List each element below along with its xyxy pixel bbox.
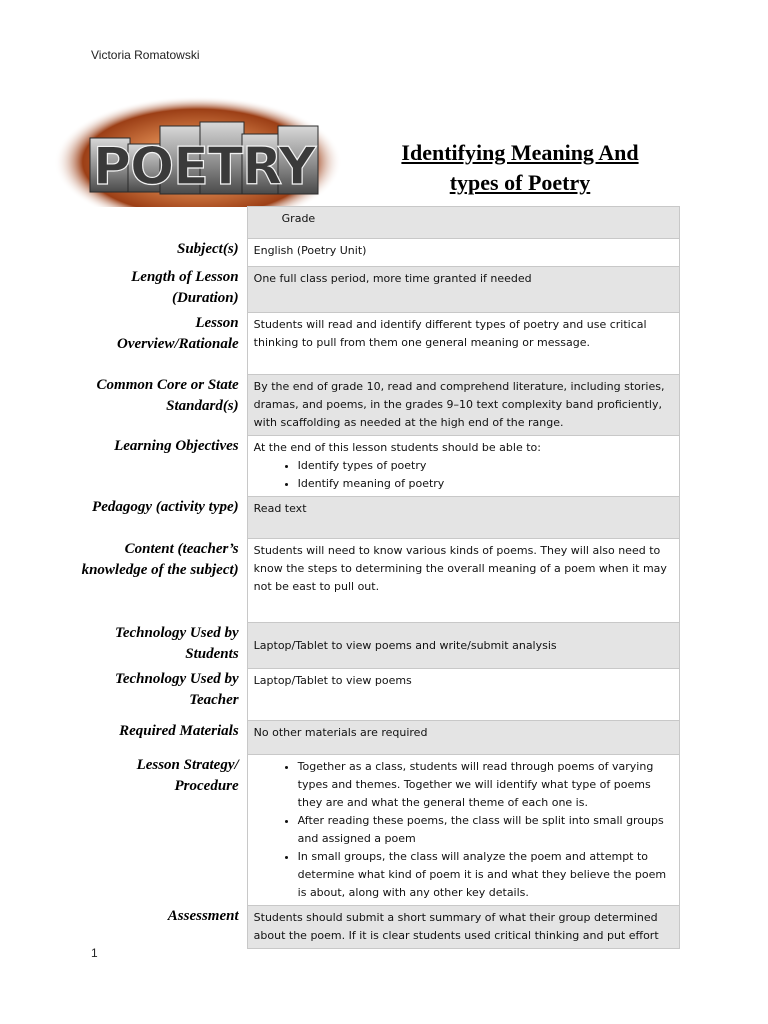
row-label: Technology Used by Students [80, 623, 247, 669]
table-row [80, 267, 680, 313]
row-label: Content (teacher’s knowledge of the subject) [80, 539, 247, 623]
row-label: Technology Used by Teacher [80, 669, 247, 721]
title-line-2: types of Poetry [449, 170, 591, 195]
lesson-plan-table [80, 206, 680, 949]
objectives-intro: At the end of this lesson students should be able to: [253, 441, 541, 454]
row-label: Lesson Overview/Rationale [80, 313, 247, 375]
list-item: • After reading these poems, the class will be split into small groups and assigned a poem [298, 812, 673, 848]
list-item: • Together as a class, students will read through poems of varying types and themes. Together we will identify what type of poems they are and what the general theme of each one is. [298, 758, 673, 812]
row-label: Pedagogy (activity type) [80, 497, 247, 539]
table-row [80, 721, 680, 755]
table-row [80, 539, 680, 623]
page-title [360, 138, 680, 198]
row-value: One full class period, more time granted if needed [247, 267, 679, 313]
row-value: English (Poetry Unit) [247, 239, 679, 267]
page-number: 1 [91, 946, 98, 960]
table-row [80, 669, 680, 721]
row-value: Students should submit a short summary of what their group determined about the poem. If it is clear students used critical thinking and put effort [247, 906, 679, 949]
row-value: Students will need to know various kinds of poems. They will also need to know the steps to determining the overall meaning of a poem when it may not be east to pull out. [247, 539, 679, 623]
row-value: Grade [247, 207, 679, 239]
row-value: By the end of grade 10, read and comprehend literature, including stories, dramas, and poems, in the grades 9–10 text complexity band proficiently, with scaffolding as needed at the high end of the range. [247, 375, 679, 436]
table-row [80, 755, 680, 906]
table-row [80, 623, 680, 669]
list-item: • Identify meaning of poetry [298, 475, 673, 493]
row-value: Laptop/Tablet to view poems [247, 669, 679, 721]
poetry-logo-text: POETRY [92, 137, 316, 197]
table-row [80, 207, 680, 239]
row-label: Assessment [80, 906, 247, 949]
objectives-list [254, 457, 673, 493]
row-value: Read text [247, 497, 679, 539]
row-value: No other materials are required [247, 721, 679, 755]
row-label: Required Materials [80, 721, 247, 755]
table-row [80, 375, 680, 436]
table-row [80, 239, 680, 267]
table-row [80, 906, 680, 949]
list-item: • Identify types of poetry [298, 457, 673, 475]
title-line-1: Identifying Meaning And [401, 140, 639, 165]
row-label: Subject(s) [80, 239, 247, 267]
row-label: Length of Lesson (Duration) [80, 267, 247, 313]
row-label: Lesson Strategy/ Procedure [80, 755, 247, 906]
table-row [80, 497, 680, 539]
row-value [247, 755, 679, 906]
row-value: Students will read and identify different types of poetry and use critical thinking to pull from them one general meaning or message. [247, 313, 679, 375]
row-label [80, 207, 247, 239]
table-row [80, 436, 680, 497]
author-name: Victoria Romatowski [91, 48, 200, 62]
row-value: Laptop/Tablet to view poems and write/submit analysis [247, 623, 679, 669]
row-label: Common Core or State Standard(s) [80, 375, 247, 436]
row-value [247, 436, 679, 497]
procedure-list [254, 758, 673, 902]
list-item: • In small groups, the class will analyze the poem and attempt to determine what kind of poem it is and what they believe the poem is about, along with any other key details. [298, 848, 673, 902]
table-row [80, 313, 680, 375]
row-label: Learning Objectives [80, 436, 247, 497]
